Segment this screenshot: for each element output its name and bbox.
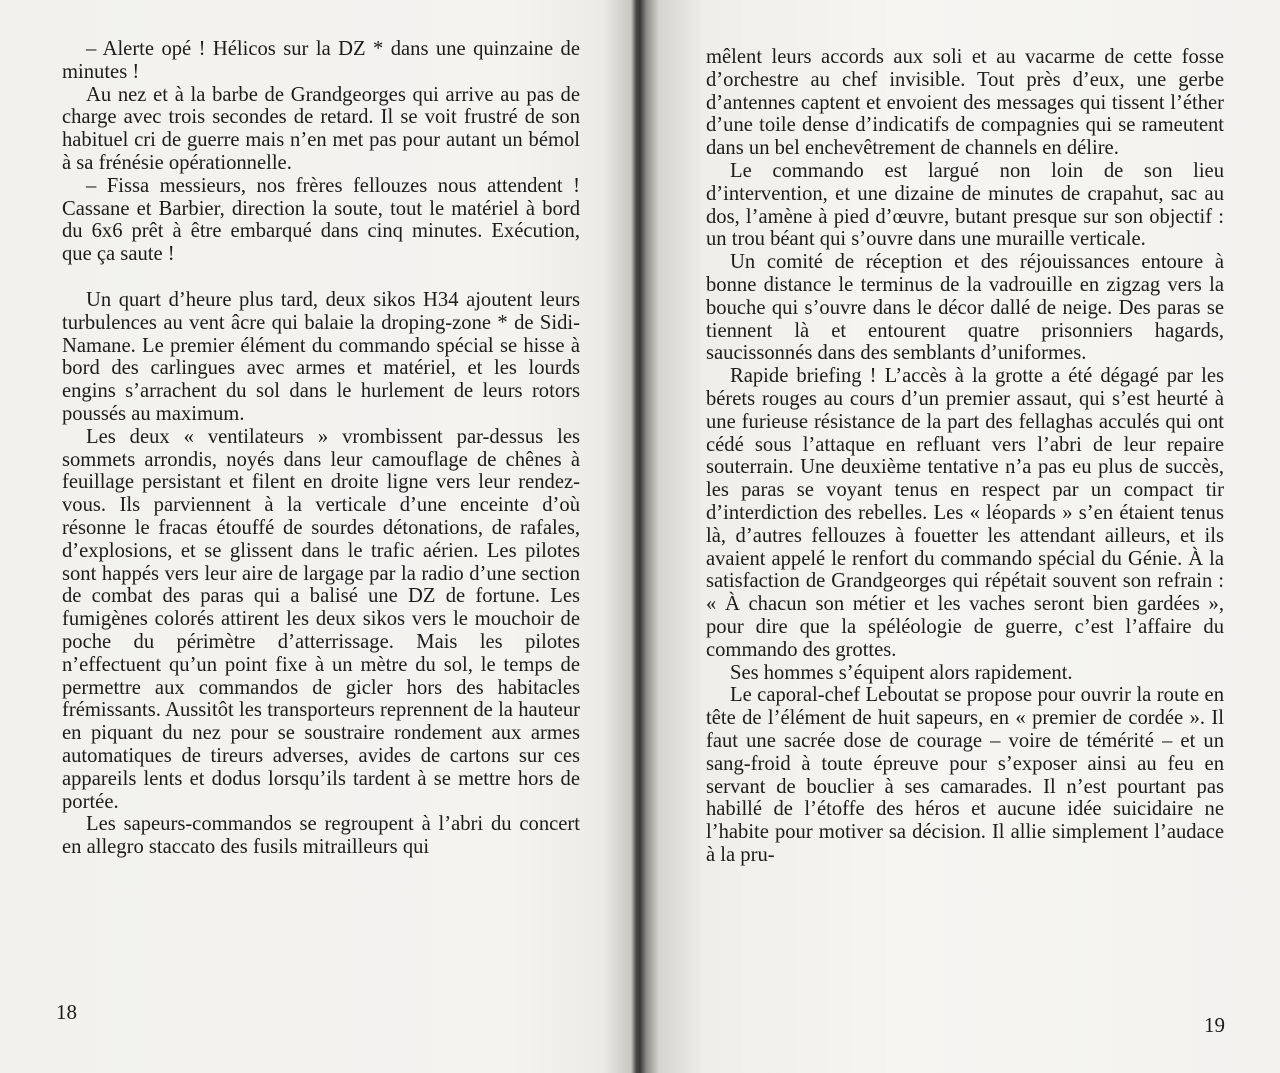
right-page	[644, 0, 1280, 1073]
paragraph: Rapide briefing ! L’accès à la grotte a été dégagé par les bérets rouges au cours d’un premier assaut, qui s’est heurté à une furieuse résistance de la part des fellaghas acculés qui ont cédé sous l’attaque en refluant vers l’abri de leur repaire souterrain. Une deuxième tentative n’a pas eu plus de succès, les paras se voyant tenus en respect par un compact tir d’interdiction des rebelles. Les « léopards » s’en étaient tenus là, d’autres fellouzes à fouetter les attendant ailleurs, et ils avaient appelé le renfort du commando spécial du Génie. À la satisfaction de Grandgeorges qui répétait souvent son refrain : « À chacun son métier et les vaches seront bien gardées », pour dire que la spéléologie de guerre, c’est l’affaire du commando des grottes.	[706, 365, 1224, 661]
paragraph: Les sapeurs-commandos se regroupent à l’abri du concert en allegro staccato des fusils mitrailleurs qui	[62, 813, 580, 859]
paragraph: Un quart d’heure plus tard, deux sikos H34 ajoutent leurs turbulences au vent âcre qui balaie la droping-zone * de Sidi-Namane. Le premier élément du commando spécial se hisse à bord des carlingues avec armes et matériel, et les lourds engins s’arrachent du sol dans le hurlement de leurs rotors poussés au maximum.	[62, 288, 580, 425]
paragraph: – Alerte opé ! Hélicos sur la DZ * dans une quinzaine de minutes !	[62, 38, 580, 83]
left-page-text	[62, 38, 580, 859]
paragraph: Au nez et à la barbe de Grandgeorges qui arrive au pas de charge avec trois secondes de retard. Il se voit frustré de son habituel cri de guerre mais n’en met pas pour autant un bémol à sa frénésie opérationnelle.	[62, 83, 580, 174]
right-page-text	[706, 46, 1224, 867]
paragraph: Ses hommes s’équipent alors rapidement.	[730, 661, 1073, 684]
page-number: 19	[1204, 1013, 1225, 1037]
paragraph: – Fissa messieurs, nos frères fellouzes nous attendent ! Cassane et Barbier, direction la soute, tout le matériel à bord du 6x6 prêt à être embarqué dans cinq minutes. Exécution, que ça saute !	[62, 174, 580, 266]
paragraph: mêlent leurs accords aux soli et au vacarme de cette fosse d’orchestre au chef invisible. Tout près d’eux, une gerbe d’antennes captent et envoient des messages qui tissent l’éther d’une toile dense d’indicatifs de compagnies qui se rameutent dans un bel enchevêtrement de channels en délire.	[706, 46, 1224, 160]
left-page	[0, 0, 636, 1073]
paragraph: Les deux « ventilateurs » vrombissent par-dessus les sommets arrondis, noyés dans leur camouflage de chênes à feuillage persistant et filent en droite ligne vers leur rendez-vous. Ils parviennent à la verticale d’une enceinte d’où résonne le fracas étouffé de sourdes détonations, de rafales, d’explosions, et se glissent dans le trafic aérien. Les pilotes sont happés vers leur aire de largage par la radio d’une section de combat des paras qui a balisé une DZ de fortune. Les fumigènes colorés attirent les deux sikos vers le mouchoir de poche du périmètre d’atterrissage. Mais les pilotes n’effectuent qu’un point fixe à un mètre du sol, le temps de permettre aux commandos de gicler hors des habitacles frémissants. Aussitôt les transporteurs reprennent de la hauteur en piquant du nez pour se soustraire rondement aux armes automatiques de tireurs adverses, avides de cartons sur ces appareils lents et dodus lorsqu’ils tardent à se mettre hors de portée.	[62, 425, 580, 813]
paragraph: Le caporal-chef Leboutat se propose pour ouvrir la route en tête de l’élément de huit sapeurs, en « premier de cordée ». Il faut une sacrée dose de courage – voire de témérité – et un sang-froid à toute épreuve pour s’exposer ainsi au feu en servant de bouclier à ses camarades. Il n’est pourtant pas habillé de l’étoffe des héros et aucune idée suicidaire ne l’habite pour motiver sa décision. Il allie simplement l’audace à la pru-	[706, 684, 1224, 866]
page-number: 18	[56, 1000, 77, 1024]
paragraph: Le commando est largué non loin de son lieu d’intervention, et une dizaine de minutes de crapahut, sac au dos, l’amène à pied d’œuvre, butant presque sur son objectif : un trou béant qui s’ouvre dans une muraille verticale.	[706, 159, 1224, 251]
paragraph: Un comité de réception et des réjouissances entoure à bonne distance le terminus de la vadrouille en zigzag vers la bouche qui s’ouvre dans le décor dallé de neige. Des paras se tiennent là et entourent quatre prisonniers hagards, saucissonnés dans des semblants d’uniformes.	[706, 251, 1224, 365]
